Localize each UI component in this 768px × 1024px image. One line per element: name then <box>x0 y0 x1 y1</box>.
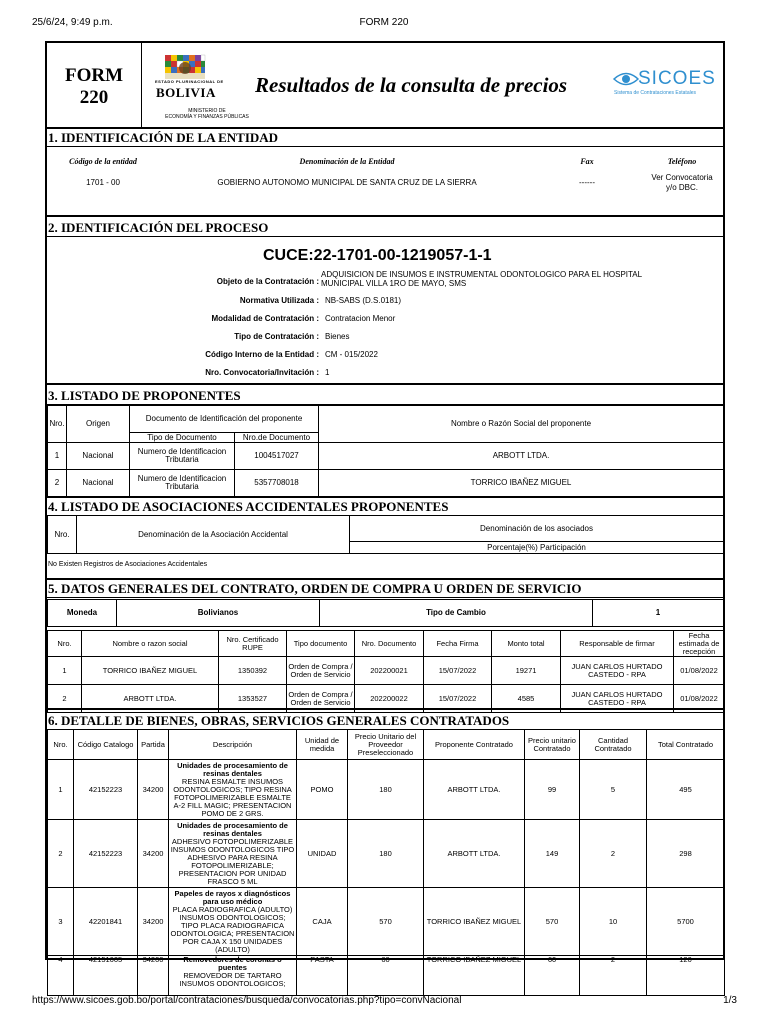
bolivia-logo <box>147 49 267 125</box>
col-header-denominacion: Denominación de la Asociación Accidental <box>76 515 350 554</box>
section-detalle <box>47 712 723 988</box>
col-header-tipo-doc: Tipo documento <box>287 631 355 657</box>
modalidad-label: Modalidad de Contratación : <box>211 314 319 323</box>
table-row-tipodoc: Numero de Identificacion Tributaria <box>129 442 235 470</box>
table-row: 4 42151605 34200 Removedores de coronas o puentes REMOVEDOR DE TARTARO INSUMOS ODONTOLOGICOS; PASTA 60 TORRICO IBAÑEZ MIGUEL 60 2 120 <box>48 956 725 996</box>
section-proponentes <box>47 387 723 498</box>
tipo-cambio-label: Tipo de Cambio <box>319 599 593 627</box>
print-header <box>0 17 768 31</box>
table-row: 1 TORRICO IBAÑEZ MIGUEL 1350392 Orden de Compra / Orden de Servicio 202200021 15/07/2022 19271 JUAN CARLOS HURTADO CASTEDO - RPA 01/08/2022 <box>48 657 725 685</box>
table-row-nro: 1 <box>47 442 67 470</box>
section-title: 5. DATOS GENERALES DEL CONTRATO, ORDEN DE COMPRA U ORDEN DE SERVICIO <box>47 580 723 598</box>
col-header-responsable: Responsable de firmar <box>561 631 674 657</box>
col-header-monto: Monto total <box>492 631 561 657</box>
section-title: 3. LISTADO DE PROPONENTES <box>47 387 723 405</box>
entidad-codigo: 1701 - 00 <box>86 178 120 187</box>
table-row: 2 ARBOTT LTDA. 1353527 Orden de Compra / Orden de Servicio 202200022 15/07/2022 4585 JUAN CARLOS HURTADO CASTEDO - RPA 01/08/2022 <box>48 685 725 713</box>
normativa-value: NB-SABS (D.S.0181) <box>325 296 402 305</box>
logo-country: BOLIVIA <box>156 85 216 100</box>
table-row-nombre: TORRICO IBAÑEZ MIGUEL <box>318 469 724 497</box>
logo-ministry: MINISTERIO DE ECONOMÍA Y FINANZAS PÚBLICAS <box>165 108 249 120</box>
col-header-telefono: Teléfono <box>667 157 697 166</box>
moneda-label: Moneda <box>47 599 117 627</box>
table-row-origen: Nacional <box>66 442 130 470</box>
objeto-value: ADQUISICION DE INSUMOS E INSTRUMENTAL ODONTOLOGICO PARA EL HOSPITAL MUNICIPAL VILLA 1RO DE MAYO, SMS <box>321 270 643 288</box>
col-header-nro-doc: Nro. Documento <box>355 631 424 657</box>
page-number: 1/3 <box>723 995 737 1006</box>
form-frame <box>45 41 725 988</box>
section-contrato <box>47 580 723 710</box>
section-title: 4. LISTADO DE ASOCIACIONES ACCIDENTALES PROPONENTES <box>47 498 723 516</box>
print-title: FORM 220 <box>359 17 409 28</box>
table-row-tipodoc: Numero de Identificacion Tributaria <box>129 469 235 497</box>
form-header <box>47 43 723 129</box>
objeto-label: Objeto de la Contratación : <box>216 277 319 286</box>
table-row: 1 42152223 34200 Unidades de procesamiento de resinas dentales RESINA ESMALTE INSUMOS ODONTOLOGICOS; TIPO RESINA FOTOPOLIMERIZABLE ESMALTE A-2 FILL MAGIC; PRESENTACION POMO DE 2 GRS. POMO 180 ARBOTT LTDA. 99 5 495 <box>48 760 725 820</box>
table-header-row <box>48 631 725 657</box>
table-row: 2 42152223 34200 Unidades de procesamiento de resinas dentales ADHESIVO FOTOPOLIMERIZABLE INSUMOS ODONTOLOGICOS TIPO ADHESIVO PARA RESINA FOTOPOLIMERIZABLE; PRESENTACION POR UNIDAD FRASCO 5 ML UNIDAD 180 ARBOTT LTDA. 149 2 298 <box>48 820 725 888</box>
col-header-nombre: Nombre o Razón Social del proponente <box>318 405 724 443</box>
sicoes-tagline: Sistema de Contrataciones Estatales <box>614 90 696 96</box>
table-row-nrodoc: 5357708018 <box>234 469 319 497</box>
print-url[interactable]: https://www.sicoes.gob.bo/portal/contrataciones/busqueda/convocatorias.php?tipo=convNacional <box>32 995 462 1006</box>
print-footer <box>0 995 768 1009</box>
col-header-rupe: Nro. Certificado RUPE <box>219 631 287 657</box>
col-header-porcentaje: Porcentaje(%) Participación <box>349 541 724 554</box>
coat-of-arms-icon <box>163 51 207 81</box>
tipo-label: Tipo de Contratación : <box>234 332 319 341</box>
entidad-fax: ------ <box>579 178 595 187</box>
print-date: 25/6/24, 9:49 p.m. <box>32 17 113 28</box>
section-entidad <box>47 129 723 217</box>
codigo-interno-value: CM - 015/2022 <box>325 350 378 359</box>
col-header-fax: Fax <box>580 157 594 166</box>
logo-small-text: ESTADO PLURINACIONAL DE <box>155 79 224 84</box>
col-header-codigo: Código de la entidad <box>69 157 137 166</box>
table-row-nrodoc: 1004517027 <box>234 442 319 470</box>
table-row-origen: Nacional <box>66 469 130 497</box>
col-header-fecha-firma: Fecha Firma <box>424 631 492 657</box>
col-header-nro: Nro. <box>47 405 67 443</box>
section-title: 1. IDENTIFICACIÓN DE LA ENTIDAD <box>47 129 723 147</box>
section-title: 6. DETALLE DE BIENES, OBRAS, SERVICIOS GENERALES CONTRATADOS <box>47 712 723 730</box>
empty-message: No Existen Registros de Asociaciones Accidentales <box>48 561 208 568</box>
moneda-value: Bolivianos <box>116 599 320 627</box>
cuce-code: CUCE:22-1701-00-1219057-1-1 <box>263 247 492 264</box>
table-row-nro: 2 <box>47 469 67 497</box>
convocatoria-label: Nro. Convocatoria/Invitación : <box>205 368 319 377</box>
section-title: 2. IDENTIFICACIÓN DEL PROCESO <box>47 219 723 237</box>
form-label: FORM <box>64 65 124 86</box>
col-header-docid: Documento de Identificación del proponente <box>129 405 319 433</box>
section-asociaciones <box>47 498 723 580</box>
tipo-cambio-value: 1 <box>592 599 724 627</box>
modalidad-value: Contratacion Menor <box>325 314 396 323</box>
page-title: Resultados de la consulta de precios <box>255 73 568 97</box>
table-row-nombre: ARBOTT LTDA. <box>318 442 724 470</box>
codigo-interno-label: Código Interno de la Entidad : <box>205 350 319 359</box>
normativa-label: Normativa Utilizada : <box>239 296 319 305</box>
form-id <box>47 43 142 127</box>
col-header-nrodoc: Nro.de Documento <box>234 432 319 443</box>
col-header-nombre: Nombre o razon social <box>82 631 219 657</box>
col-header-denominacion: Denominación de la Entidad <box>299 157 395 166</box>
col-header-nro: Nro. <box>47 515 77 554</box>
sicoes-eye-icon <box>612 68 640 90</box>
col-header-nro: Nro. <box>48 631 82 657</box>
contracts-table <box>47 630 725 713</box>
col-header-tipodoc: Tipo de Documento <box>129 432 235 443</box>
entidad-telefono: Ver Convocatoria y/o DBC. <box>651 173 713 192</box>
section-proceso <box>47 219 723 385</box>
table-header-row: Nro. Código Catalogo Partida Descripción Unidad de medida Precio Unitario del Proveedor Preseleccionado Proponente Contratado Precio unitario Contratado Cantidad Contratado Total Contratado <box>48 730 725 760</box>
col-header-origen: Origen <box>66 405 130 443</box>
col-header-recepcion: Fecha estimada de recepción <box>674 631 725 657</box>
entidad-denominacion: GOBIERNO AUTONOMO MUNICIPAL DE SANTA CRUZ DE LA SIERRA <box>217 178 477 187</box>
sicoes-logo <box>612 69 722 99</box>
convocatoria-value: 1 <box>325 368 330 377</box>
col-header-asociados: Denominación de los asociados <box>349 515 724 542</box>
form-number: 220 <box>79 87 109 108</box>
tipo-value: Bienes <box>325 332 350 341</box>
items-table <box>47 729 725 996</box>
sicoes-wordmark: SICOES <box>638 68 716 89</box>
table-row: 3 42201841 34200 Papeles de rayos x diagnósticos para uso médico PLACA RADIOGRAFICA (ADULTO) INSUMOS ODONTOLOGICOS; TIPO PLACA RADIOGRAFICA ODONTOLOGICA; PRESENTACION POR CAJA X 150 UNIDADES (ADULTO) CAJA 570 TORRICO IBAÑEZ MIGUEL 570 10 5700 <box>48 888 725 956</box>
